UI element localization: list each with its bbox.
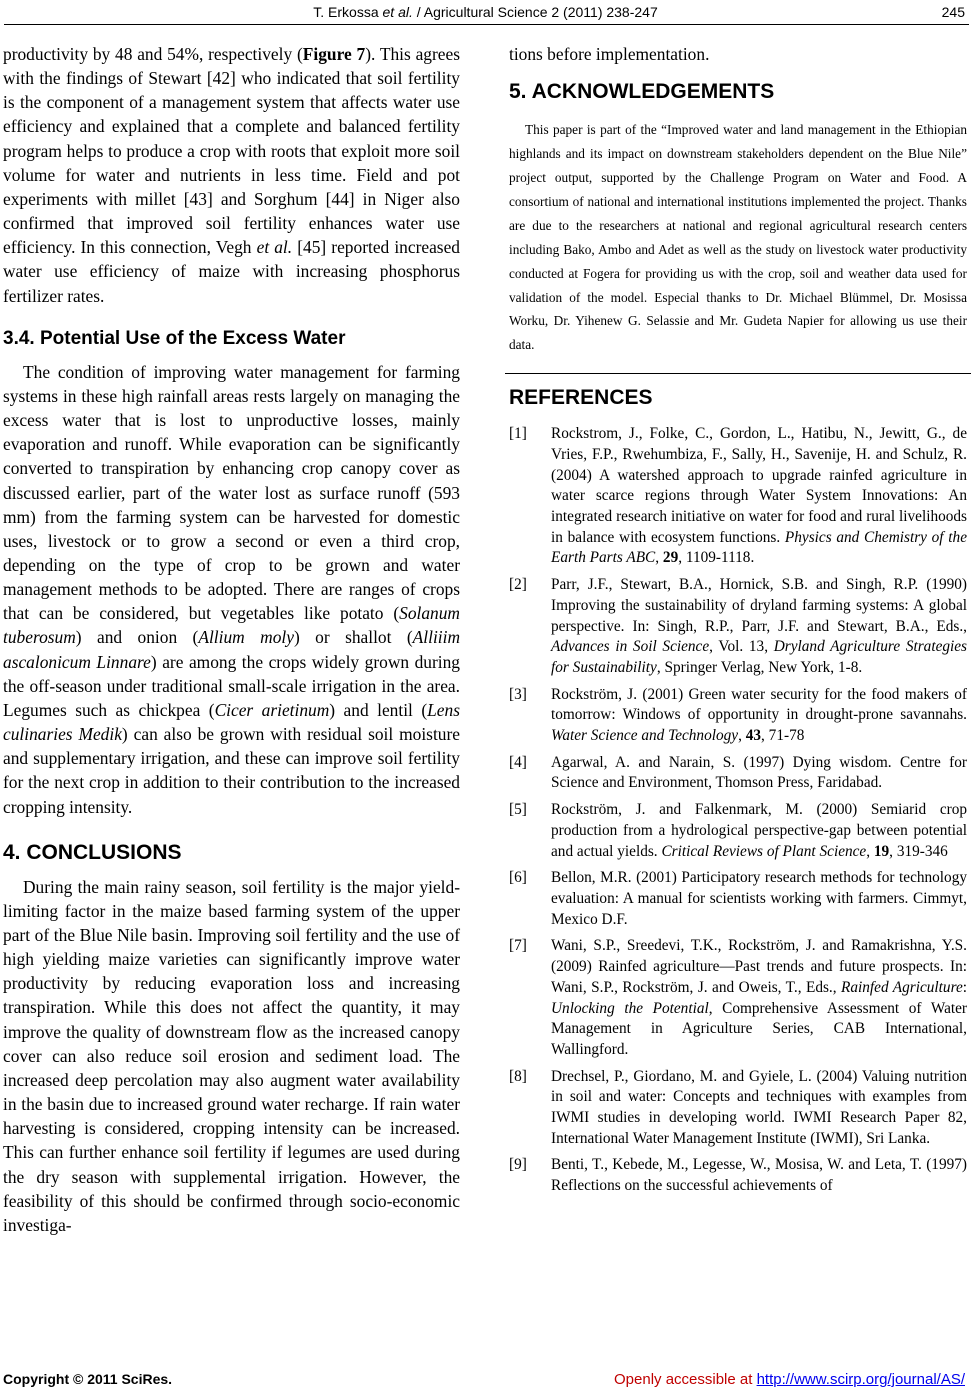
reference-number: [4]: [509, 753, 527, 771]
reference-item: [509, 1155, 967, 1196]
section-heading-3-4: 3.4. Potential Use of the Excess Water: [3, 327, 346, 349]
paragraph-conclusions: During the main rainy season, soil fertility is the major yield-limiting factor in the maize based farming system of the upper part of the Blue Nile basin. Improving soil fertility and the use of high yielding maize varieties can significantly improve water productivity by reducing evaporation loss and increasing transpiration. While this does not affect the quantity, it may improve the quality of downstream flow as the increased canopy cover can also reduce soil erosion and sediment load. The increased deep percolation may also augment water availability in the basin due to increased ground water recharge. If rain water harvesting is considered, cropping intensity can be increased. This can further enhance soil fertility if legumes are used during the dry season with supplemental irrigation. However, the feasibility of this should be confirmed through socio-economic investiga-: [3, 876, 460, 1235]
header-rule: [4, 24, 969, 25]
header-authors: T. Erkossa: [313, 4, 383, 20]
text-run: [45] reported increased water use efficiency of maize with increasing phosphorus fertilizer rates.: [3, 237, 460, 306]
text-run: The condition of improving water management for farming systems in these high rainfall areas rests largely on managing the excess water that is lost to unproductive losses, mainly evaporation and runoff. While evaporation can be significantly converted to transpiration by enhancing crop canopy cover as discussed earlier, part of the water lost as surface runoff (593 mm) from the farming system can be harvested for domestic uses, livestock or to grow a second or even a third crop, depending on the type of crop to be grown and water management methods to be adopted. There are ranges of crops that can be considered, but vegetables like potato (: [3, 361, 460, 624]
italic-text: Dryland Agriculture Strategies for Sustainability: [551, 638, 967, 676]
reference-text: [551, 1068, 967, 1147]
section-heading-references: REFERENCES: [509, 386, 653, 410]
text-run: , Springer Verlag, New York, 1-8.: [656, 658, 863, 676]
text-run: ) are among the crops widely grown during the off-season under traditional small-scale irrigation in the area. Legumes such as chickpea (: [3, 651, 461, 720]
reference-item: [509, 685, 967, 747]
reference-text: [551, 576, 967, 676]
footer-access-label: Openly accessible at: [614, 1371, 757, 1388]
italic-text: Physics and Chemistry of the Earth Parts ABC: [551, 528, 967, 567]
bold-text: 19: [873, 842, 890, 860]
text-run: Agarwal, A. and Narain, S. (1997) Dying wisdom. Centre for Science and Environment, Thomson Press, Faridabad.: [551, 753, 967, 792]
text-run: Benti, T., Kebede, M., Legesse, W., Mosisa, W. and Leta, T. (1997) Reflections on the successful achievements of: [551, 1156, 967, 1195]
reference-number: [6]: [509, 869, 527, 887]
reference-text: [551, 425, 967, 566]
reference-text: [551, 1156, 967, 1194]
footer-access: [614, 1371, 965, 1388]
text-run: ) or shallot (: [293, 627, 413, 648]
text-run: , 319-346: [889, 842, 948, 860]
text-run: Wani, S.P., Sreedevi, T.K., Rockström, J. and Ramakrishna, Y.S. (2009) Rainfed agriculture—Past trends and future prospects. In: Wani, S.P., Rockström, J. and Oweis, T., Eds.,: [551, 937, 967, 996]
text-run: ,: [655, 549, 663, 567]
italic-text: Lens culinaries Medik: [3, 699, 460, 745]
acknowledgements-text: This paper is part of the “Improved water and land management in the Ethiopian highlands and its impact on downstream stakeholders dependent on the Blue Nile” project output, supported by the Challenge Program on Water and Food. A consortium of national and international institutions implemented the project. Thanks are due to the researchers at national and regional agricultural research centers including Bako, Ambo and Adet as well as the study on livestock water productivity conducted at Fogera for providing us with the crop, soil and weather data used for validation of the model. Especial thanks to Dr. Michael Blümmel, Dr. Mosissa Worku, Dr. Yihenew G. Selassie and Mr. Gudeta Napier for allowing us use their data.: [509, 122, 967, 353]
bold-text: 29: [662, 549, 679, 567]
reference-number: [3]: [509, 685, 527, 703]
reference-number: [1]: [509, 425, 527, 443]
footer-copyright: Copyright © 2011 SciRes.: [3, 1371, 173, 1387]
italic-text: Critical Reviews of Plant Science: [661, 842, 867, 860]
text-run: ). This agrees with the findings of Stewart [42] who indicated that soil fertility is the component of a management system that affects water use efficiency and explained that a complete and balanced fertility program helps to produce a crop with roots that exploit more soil volume for water and nutrients in less time. Field and pot experiments with millet [43] and Sorghum [44] in Niger also confirmed that improved soil fertility enhances water use efficiency. In this connection, Vegh: [3, 44, 460, 258]
page-number: 245: [941, 4, 965, 20]
italic-text: Solanum tuberosum: [3, 603, 460, 648]
bold-text: Figure 7: [302, 44, 366, 64]
italic-text: Water Science and Technology: [551, 727, 739, 745]
reference-number: [9]: [509, 1156, 527, 1174]
reference-number: [7]: [509, 937, 527, 955]
bold-text: 43: [745, 727, 762, 745]
text-run: Parr, J.F., Stewart, B.A., Hornick, S.B. and Singh, R.P. (1990) Improving the sustainability of dryland farming systems: A global perspective. In: Singh, R.P., Parr, J.F. and Stewart, B.A., Eds.,: [551, 576, 967, 635]
text-run: :: [962, 978, 967, 996]
text-run: productivity by 48 and 54%, respectively (: [3, 44, 303, 64]
reference-text: [551, 754, 967, 792]
italic-text: Unlocking the Potential: [551, 999, 709, 1017]
journal-link[interactable]: http://www.scirp.org/journal/AS/: [756, 1371, 965, 1388]
right-column: [509, 42, 967, 1203]
text-run: Bellon, M.R. (2001) Participatory research methods for technology evaluation: A manual for scientists working with farmers. Cimmyt, Mexico D.F.: [551, 869, 967, 928]
reference-text: [551, 937, 967, 1058]
section-heading-acknowledgements: 5. ACKNOWLEDGEMENTS: [509, 80, 775, 104]
reference-item: [509, 1067, 967, 1150]
reference-item: [509, 936, 967, 1060]
header-etal: et al.: [382, 4, 413, 20]
text-run: ,: [738, 727, 746, 745]
reference-item: [509, 424, 967, 569]
header-journal: / Agricultural Science 2 (2011) 238-247: [412, 4, 658, 20]
text-run: , 71-78: [761, 727, 805, 745]
text-run: , Vol. 13,: [709, 638, 774, 656]
italic-text: Alliiim ascalonicum Linnare: [3, 627, 460, 672]
text-run: Drechsel, P., Giordano, M. and Gyiele, L. (2004) Valuing nutrition in soil and water: Concepts and techniques with examples from IWMI studies in developing world. IWMI Research Paper 82, International Water Management Institute (IWMI), Sri Lanka.: [551, 1067, 967, 1147]
text-run: Rockström, J. (2001) Green water security for the food makers of tomorrow: Windows of opportunity in drought-prone savannahs.: [551, 685, 967, 724]
section-rule: [505, 373, 971, 374]
text-run: , Comprehensive Assessment of Water Management in Agriculture Series, CAB International, Wallingford.: [551, 999, 967, 1058]
text-run: , 1109-1118.: [678, 549, 755, 567]
italic-text: Cicer arietinum: [214, 699, 330, 720]
reference-number: [8]: [509, 1067, 527, 1085]
reference-number: [2]: [509, 576, 527, 594]
running-header: [0, 4, 971, 20]
paragraph-water-use-efficiency: [3, 42, 460, 308]
reference-text: [551, 686, 967, 744]
text-run: ) can also be grown with residual soil moisture and supplementary irrigation, and these can improve soil fertility for the next crop in addition to their contribution to the increased cropping intensity.: [3, 724, 460, 817]
reference-list: [509, 424, 967, 1197]
reference-item: [509, 575, 967, 679]
section-heading-conclusions: 4. CONCLUSIONS: [3, 840, 182, 864]
paragraph-continuation: tions before implementation.: [509, 44, 710, 64]
text-run: ) and onion (: [75, 627, 199, 648]
reference-text: [551, 801, 967, 859]
italic-text: Allium moly: [198, 627, 294, 648]
italic-text: Rainfed Agriculture: [841, 978, 963, 996]
text-run: ) and lentil (: [329, 699, 428, 720]
italic-text: Advances in Soil Science: [551, 638, 710, 656]
reference-item: [509, 800, 967, 862]
text-run: Rockström, J. and Falkenmark, M. (2000) Semiarid crop production from a hydrological perspective-gap between potential and actual yields.: [551, 801, 967, 860]
italic-text: et al.: [256, 237, 293, 258]
paragraph-excess-water: [3, 360, 460, 819]
text-run: ,: [866, 842, 874, 860]
text-run: Rockstrom, J., Folke, C., Gordon, L., Hatibu, N., Jewitt, G., de Vries, F.P., Rwehumbiza, F., Sally, H., Savenije, H. and Schulz, R. (2004) A watershed approach to upgrade rainfed agriculture in water scarce regions through Water System Innovations: An integrated research initiative on water for food and rural livelihoods in balance with ecosystem functions.: [551, 425, 967, 546]
reference-number: [5]: [509, 801, 527, 819]
reference-text: [551, 869, 967, 927]
left-column: [3, 42, 460, 1237]
reference-item: [509, 753, 967, 794]
reference-item: [509, 868, 967, 930]
